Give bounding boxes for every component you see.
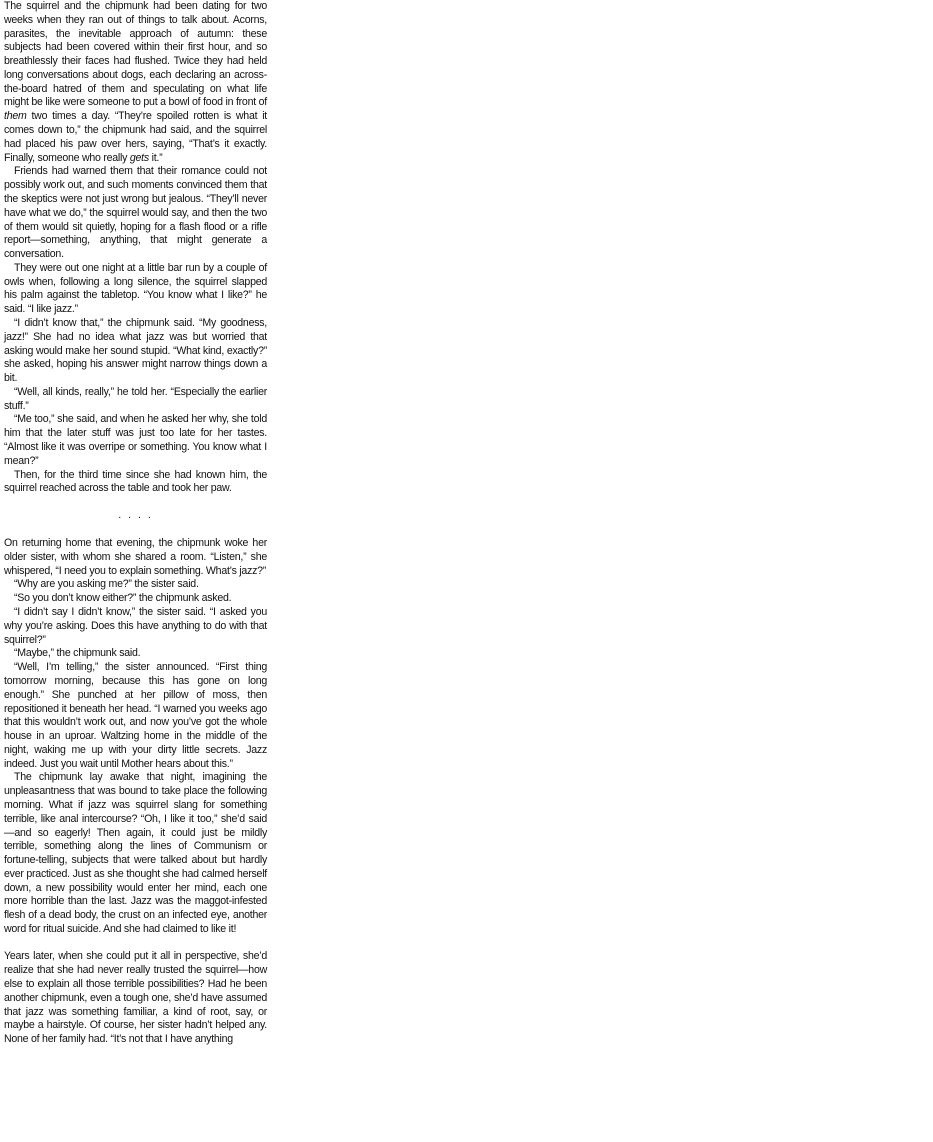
story-section-3 xyxy=(4,950,267,1046)
story-paragraph xyxy=(4,578,267,592)
story-paragraph xyxy=(4,771,267,936)
paragraph-text: Friends had warned them that their romance could not possibly work out, and such moments convinced them that the skeptics were not just wrong but jealous. “They’ll never have what we do,” the squirrel would say, and then the two of them would sit quietly, hoping for a flash flood or a rifle report—something, anything, that might generate a conversation. xyxy=(4,165,267,261)
story-paragraph xyxy=(4,950,267,1046)
paragraph-text: The chipmunk lay awake that night, imagining the unpleasantness that was bound to take place the following morning. What if jazz was squirrel slang for something terrible, like anal intercourse? “Oh, I like it too,” she’d said—and so eagerly! Then again, it could just be mildly terrible, something along the lines of Communism or fortune-telling, subjects that were talked about but hardly ever practiced. Just as she thought she had calmed herself down, a new possibility would enter her mind, each one more horrible than the last. Jazz was the maggot-infested flesh of a dead body, the crust on an infected eye, another word for ritual suicide. And she had claimed to like it! xyxy=(4,771,267,935)
story-paragraph xyxy=(4,317,267,386)
document-page xyxy=(4,0,267,1047)
paragraph-text: “Me too,” she said, and when he asked her why, she told him that the later stuff was just too late for her tastes. “Almost like it was overripe or something. You know what I mean?” xyxy=(4,413,267,467)
story-paragraph xyxy=(4,262,267,317)
story-paragraph xyxy=(4,661,267,771)
story-paragraph xyxy=(4,592,267,606)
story-paragraph xyxy=(4,165,267,261)
story-paragraph xyxy=(4,0,267,165)
story-paragraph xyxy=(4,469,267,497)
story-paragraph xyxy=(4,606,267,647)
paragraph-text: “Well, all kinds, really,” he told her. “Especially the earlier stuff.” xyxy=(4,385,267,412)
story-paragraph xyxy=(4,386,267,414)
paragraph-text: Years later, when she could put it all in perspective, she’d realize that she had never really trusted the squirrel—how else to explain all those terrible possibilities? Had he been another chipmunk, even a tough one, she’d have assumed that jazz was something familiar, a kind of root, say, or maybe a hairstyle. Of course, her sister hadn’t helped any. None of her family had. “It’s not that I have anything xyxy=(4,950,267,1046)
story-section-1 xyxy=(4,0,267,496)
paragraph-text: The squirrel and the chipmunk had been dating for two weeks when they ran out of things to talk about. Acorns, parasites, the inevitable approach of autumn: these subjects had been covered within their first hour, and so breathlessly their faces had flushed. Twice they had held long conversations about dogs, each declaring an across-the-board hatred of them and speculating on what life might be like were someone to put a bowl of food in front of xyxy=(4,0,267,109)
paragraph-text: “Maybe,” the chipmunk said. xyxy=(14,647,141,660)
story-paragraph xyxy=(4,647,267,661)
story-paragraph xyxy=(4,537,267,578)
paragraph-text: “Why are you asking me?” the sister said. xyxy=(14,578,199,591)
emphasis-text: them xyxy=(4,110,27,123)
paragraph-text: “I didn’t know that,” the chipmunk said. “My goodness, jazz!” She had no idea what jazz was but worried that asking would make her sound stupid. “What kind, exactly?” she asked, hoping his answer might narrow things down a bit. xyxy=(4,316,267,385)
paragraph-text: “Well, I’m telling,” the sister announced. “First thing tomorrow morning, because this has gone on long enough.” She punched at her pillow of moss, then repositioned it beneath her head. “I warned you weeks ago that this wouldn’t work out, and now you’ve got the whole house in an uproar. Waltzing home in the middle of the night, waking me up with your dirty little secrets. Jazz indeed. Just you wait until Mother hears about this.” xyxy=(4,661,267,770)
paragraph-text: “I didn’t say I didn’t know,” the sister said. “I asked you why you’re asking. Does this have anything to do with that squirrel?” xyxy=(4,606,267,646)
story-paragraph xyxy=(4,413,267,468)
paragraph-text: They were out one night at a little bar run by a couple of owls when, following a long silence, the squirrel slapped his palm against the tabletop. “You know what I like?” he said. “I like jazz.” xyxy=(4,261,267,316)
emphasis-text: gets xyxy=(129,151,149,164)
paragraph-text: it.” xyxy=(148,151,163,164)
paragraph-text: “So you don’t know either?” the chipmunk asked. xyxy=(14,592,232,605)
paragraph-text: two times a day. “They’re spoiled rotten is what it comes down to,” the chipmunk had said, and the squirrel had placed his paw over hers, saying, “That’s it exactly. Finally, someone who really xyxy=(4,110,267,164)
section-separator: . . . . xyxy=(118,509,153,522)
story-section-2 xyxy=(4,537,267,937)
paragraph-text: Then, for the third time since she had known him, the squirrel reached across the table and took her paw. xyxy=(4,468,267,495)
paragraph-text: On returning home that evening, the chipmunk woke her older sister, with whom she shared a room. “Listen,” she whispered, “I need you to explain something. What’s jazz?” xyxy=(4,537,267,577)
